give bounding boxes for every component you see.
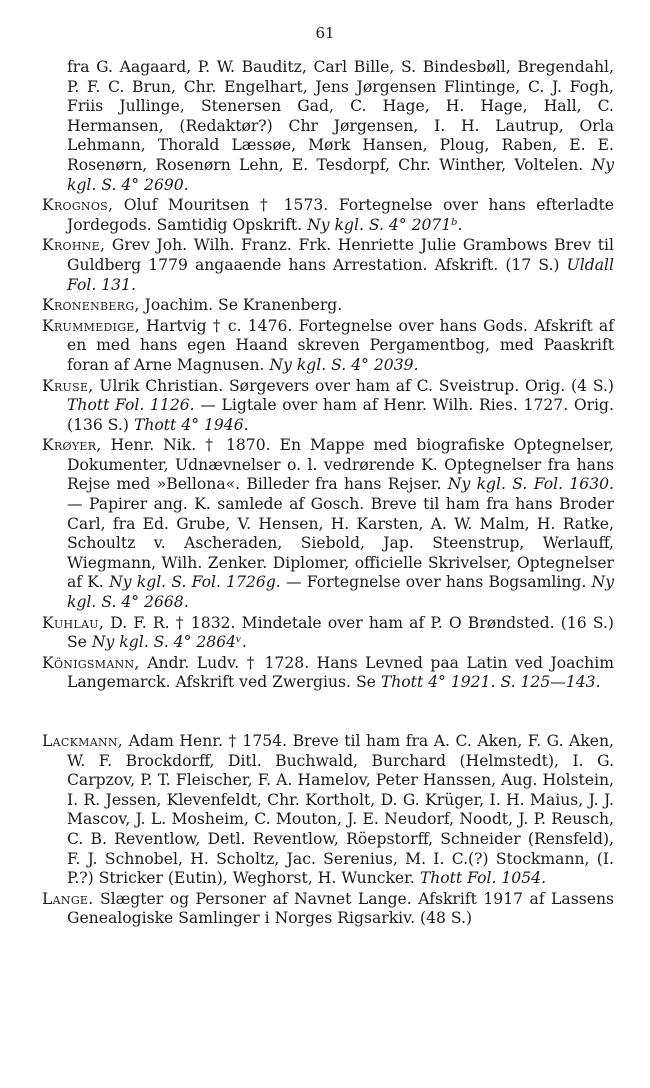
entry-reference: Ny kgl. S. 4° 2039.: [269, 355, 419, 374]
page-number: 61: [315, 24, 335, 42]
entry-text: — Ligtale over ham af Henr. Wilh. Ries. 1727. Orig. (136 S.): [67, 396, 614, 434]
entry-head: Kruse,: [42, 376, 94, 395]
entry-kroyer: [42, 436, 614, 612]
entry-head: Königsmann,: [42, 653, 140, 672]
entry-reference: Ny kgl. S. Fol. 1630.: [447, 475, 615, 494]
entry-reference: Thott Fol. 1054.: [419, 869, 547, 888]
entry-reference: Uldall Fol. 131.: [67, 255, 614, 294]
entry-konigsmann: [42, 654, 614, 693]
entry-text: D. F. R. † 1832. Mindetale over ham af P. O Brøndsted. (16 S.) Se: [67, 613, 614, 652]
entry-reference: Ny kgl. S. Fol. 1726g.: [109, 573, 281, 592]
entry-text: Oluf Mouritsen † 1573. Fortegnelse over hans efterladte Jordegods. Samtidig Opskrift.: [67, 196, 614, 234]
entry-kruse: [42, 377, 614, 436]
entry-lackmann: [42, 732, 614, 889]
entry-krognos: [42, 196, 614, 235]
entry-text: — Papirer ang. K. samlede af Gosch. Breve til ham fra hans Broder Carl, fra Ed. Grube, V. Hensen, H. Karsten, A. W. Malm, H. Ratke, Schoultz v. Ascheraden, Siebold, Jap. Steenstrup, Werlauff, Wiegmann, Wilh. Zenker. Diplomer, officielle Skrivelser, Optegnelser af K.: [67, 495, 614, 592]
entry-text: — Fortegnelse over hans Bogsamling.: [280, 573, 587, 592]
entry-reference: Ny kgl. S. 4° 2071ᵇ.: [307, 215, 463, 234]
entry-text: Ulrik Christian. Sørgevers over ham af C. Sveistrup. Orig. (4 S.): [93, 376, 614, 395]
entry-text: Joachim. Se Kranenberg.: [139, 296, 343, 315]
entry-head: Krummedige,: [42, 316, 140, 335]
entry-reference: Thott 4° 1921. S. 125—143.: [380, 673, 601, 692]
entry-head: Kuhlau,: [42, 613, 105, 632]
entry-lange: [42, 890, 614, 929]
entry-text: fra G. Aagaard, P. W. Bauditz, Carl Bille, S. Bindesbøll, Bregendahl, P. F. C. Brun, Chr. Engelhart, Jens Jørgensen Flintinge, C. J. Fogh, Friis Jullinge, Stenersen Gad, C. Hage, H. Hage, Hall, C. Hermansen, (Redaktør?) Chr Jørgensen, I. H. Lautrup, Orla Lehmann, Thorald Læssøe, Mørk Hansen, Ploug, Raben, E. E. Rosenørn, Rosenørn Lehn, E. Tesdorpf, Chr. Winther, Voltelen.: [67, 58, 614, 174]
entry-text: Andr. Ludv. † 1728. Hans Levned paa Latin ved Joachim Langemarck. Afskrift ved Zwergius. Se: [67, 653, 614, 692]
entry-reference: Ny kgl. S. 4° 2668.: [67, 573, 615, 612]
entry-text: Grev Joh. Wilh. Franz. Frk. Henriette Julie Grambows Brev til Guldberg 1779 angaaende hans Arrestation. Afskrift. (17 S.): [67, 236, 614, 274]
entry-reference: Ny kgl. S. 4° 2864ᵛ.: [91, 633, 247, 652]
entry-krohne: [42, 236, 614, 295]
entry-reference: Ny kgl. S. 4° 2690.: [67, 155, 615, 194]
page-body: [42, 58, 614, 930]
entry-head: Lange.: [42, 889, 94, 908]
entry-text: Adam Henr. † 1754. Breve til ham fra A. C. Aken, F. G. Aken, W. F. Brockdorff, Ditl. Buchwald, Burchard (Helmstedt), I. G. Carpzov, P. T. Fleischer, F. A. Hamelov, Peter Hanssen, Aug. Holstein, I. R. Jessen, Klevenfeldt, Chr. Kortholt, D. G. Krüger, I. H. Maius, J. J. Mascov, J. L. Mosheim, C. Mouton, J. E. Neudorf, Noodt, J. P. Reusch, C. B. Reventlow, Detl. Reventlow, Röepstorff, Schneider (Rensfeld), F. J. Schnobel, H. Scholtz, Jac. Serenius, M. I. C.(?) Stockmann, (I. P.?) Stricker (Eutin), Weghorst, H. Wuncker.: [67, 732, 614, 888]
entry-head: Krognos,: [42, 196, 114, 215]
entry-head: Lackmann,: [42, 732, 124, 750]
entry-head: Kronenberg,: [42, 296, 140, 315]
entry-kuhlau: [42, 614, 614, 653]
entry-continuation: [42, 58, 614, 195]
entry-reference: Thott 4° 1946.: [133, 415, 249, 434]
entry-kronenberg: [42, 296, 614, 316]
entry-krummedige: [42, 317, 614, 376]
entry-head: Krohne,: [42, 236, 106, 255]
entry-text: Henr. Nik. † 1870. En Mappe med biografiske Optegnelser, Dokumenter, Udnævnelser o. l. vedrørende K. Optegnelser fra hans Rejse med »Bellona«. Billeder fra hans Rejser.: [67, 436, 614, 494]
entry-head: Krøyer,: [42, 436, 102, 455]
entry-text: Hartvig † c. 1476. Fortegnelse over hans Gods. Afskrift af en med hans egen Haand skreven Pergamentbog, med Paaskrift foran af Arne Magnusen.: [67, 316, 614, 374]
section-gap: [42, 694, 614, 732]
entry-reference: Thott Fol. 1126.: [67, 396, 195, 415]
entry-text: Slægter og Personer af Navnet Lange. Afskrift 1917 af Lassens Genealogiske Samlinger i Norges Rigsarkiv. (48 S.): [67, 889, 614, 928]
